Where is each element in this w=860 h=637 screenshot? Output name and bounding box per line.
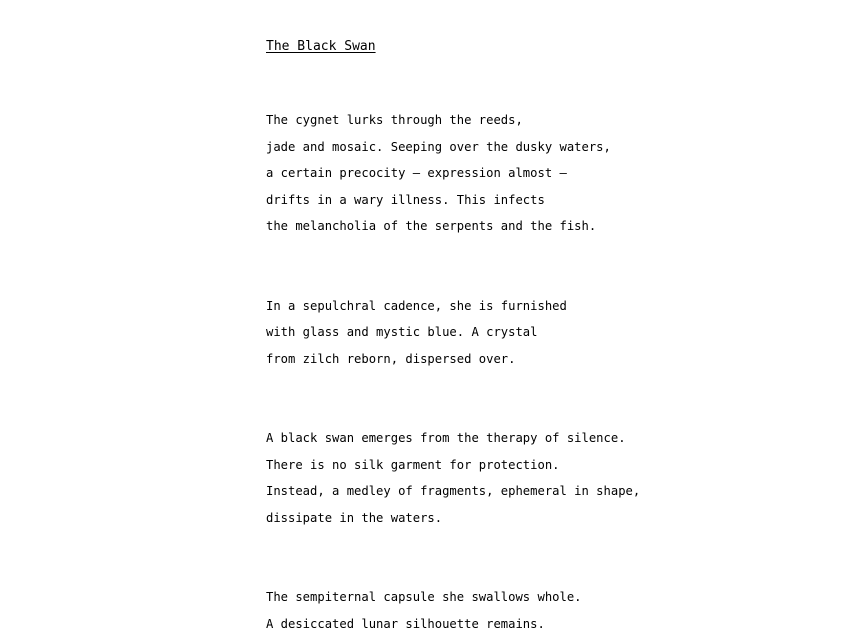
poem-line: the melancholia of the serpents and the fish. <box>266 213 846 240</box>
poem-line: jade and mosaic. Seeping over the dusky waters, <box>266 134 846 161</box>
poem-line: dissipate in the waters. <box>266 505 846 532</box>
poem-line: drifts in a wary illness. This infects <box>266 187 846 214</box>
stanza-3 <box>266 425 846 531</box>
poem-line: a certain precocity – expression almost – <box>266 160 846 187</box>
poem-line: with glass and mystic blue. A crystal <box>266 319 846 346</box>
poem-page <box>266 38 846 637</box>
poem-line: The cygnet lurks through the reeds, <box>266 107 846 134</box>
poem-line: A desiccated lunar silhouette remains. <box>266 611 846 637</box>
stanza-2 <box>266 293 846 373</box>
poem-line: Instead, a medley of fragments, ephemeral in shape, <box>266 478 846 505</box>
poem-line: The sempiternal capsule she swallows whole. <box>266 584 846 611</box>
poem-line: A black swan emerges from the therapy of silence. <box>266 425 846 452</box>
stanza-4 <box>266 584 846 637</box>
poem-line: In a sepulchral cadence, she is furnished <box>266 293 846 320</box>
poem-title: The Black Swan <box>266 38 846 56</box>
poem-line: There is no silk garment for protection. <box>266 452 846 479</box>
stanza-1 <box>266 107 846 240</box>
poem-line: from zilch reborn, dispersed over. <box>266 346 846 373</box>
